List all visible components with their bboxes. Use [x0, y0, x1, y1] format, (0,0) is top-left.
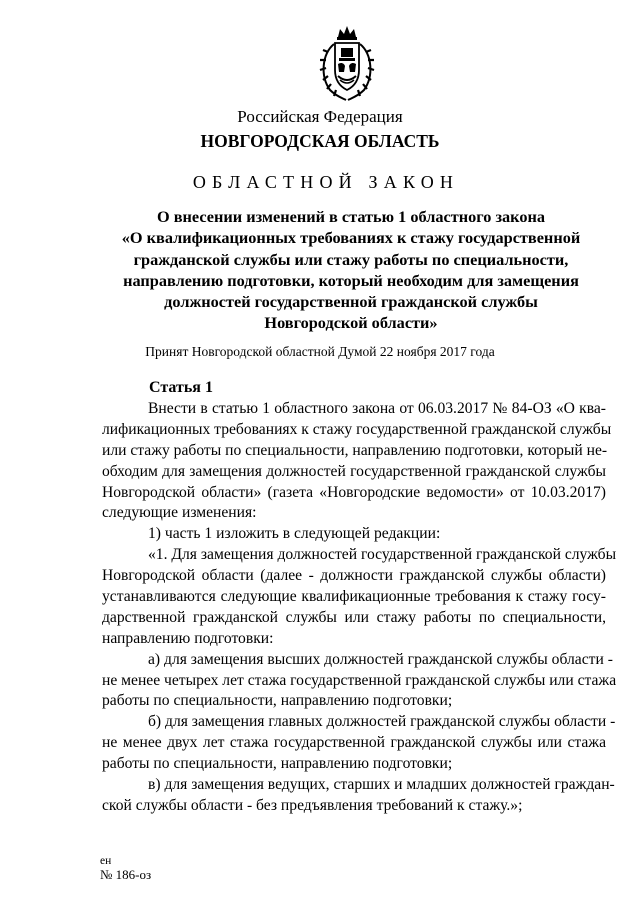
body-line: следующие изменения: — [102, 504, 257, 522]
body-line: Внести в статью 1 областного закона от 06.03.2017 № 84-ОЗ «О ква- — [148, 400, 606, 417]
law-title-line: О внесении изменений в статью 1 областного закона — [157, 207, 545, 226]
body-line: направлению подготовки: — [102, 629, 274, 647]
body-line: в) для замещения ведущих, старших и младших должностей граждан- — [148, 776, 615, 794]
country-name: Российская Федерация — [237, 107, 403, 126]
body-line: ской службы области - без предъявления требований к стажу.»; — [102, 796, 523, 814]
document-number: № 186-оз — [100, 867, 152, 882]
law-title-line: направлению подготовки, который необходим для замещения — [123, 270, 579, 290]
body-line: работы по специальности, направлению подготовки; — [102, 692, 453, 710]
article-body — [102, 399, 617, 817]
law-title — [86, 206, 616, 334]
law-title-line: Новгородской области» — [264, 313, 438, 333]
article-heading: Статья 1 — [149, 379, 213, 396]
body-line: или стажу работы по специальности, направлению подготовки, который не- — [102, 441, 608, 459]
body-line: не менее четырех лет стажа государственной гражданской службы или стажа — [102, 671, 617, 689]
law-title-line: гражданской службы или стажу работы по специальности, — [133, 249, 569, 269]
law-title-line: «О квалификационных требованиях к стажу государственной — [121, 228, 581, 248]
body-line: обходим для замещения должностей государственной гражданской службы — [102, 462, 606, 480]
body-line: дарственной гражданской службы или стажу работы по специальности, — [102, 608, 606, 626]
adoption-note: Принят Новгородской областной Думой 22 ноября 2017 года — [145, 344, 495, 359]
body-line: лификационных требованиях к стажу государственной гражданской службы — [102, 420, 612, 438]
region-name: НОВГОРОДСКАЯ ОБЛАСТЬ — [200, 131, 440, 151]
body-line: Новгородской области» (газета «Новгородские ведомости» от 10.03.2017) — [102, 483, 606, 501]
body-line: б) для замещения главных должностей гражданской службы области - — [148, 713, 616, 731]
body-line: Новгородской области (далее - должности гражданской службы области) — [102, 567, 606, 585]
body-line: 1) часть 1 изложить в следующей редакции: — [148, 525, 441, 543]
executor-initials: ен — [100, 855, 112, 867]
body-line: не менее двух лет стажа государственной гражданской службы или стажа — [102, 734, 606, 752]
law-title-line: должностей государственной гражданской службы — [164, 292, 538, 312]
body-line: устанавливаются следующие квалификационные требования к стажу госу- — [102, 588, 606, 606]
body-line: «1. Для замещения должностей государственной гражданской службы — [148, 546, 617, 564]
body-line: работы по специальности, направлению подготовки; — [102, 755, 453, 773]
document-type: ОБЛАСТНОЙ ЗАКОН — [192, 172, 460, 192]
coat-of-arms-icon — [316, 24, 378, 104]
body-line: а) для замещения высших должностей гражданской службы области - — [148, 650, 613, 668]
document-footer — [100, 855, 151, 881]
